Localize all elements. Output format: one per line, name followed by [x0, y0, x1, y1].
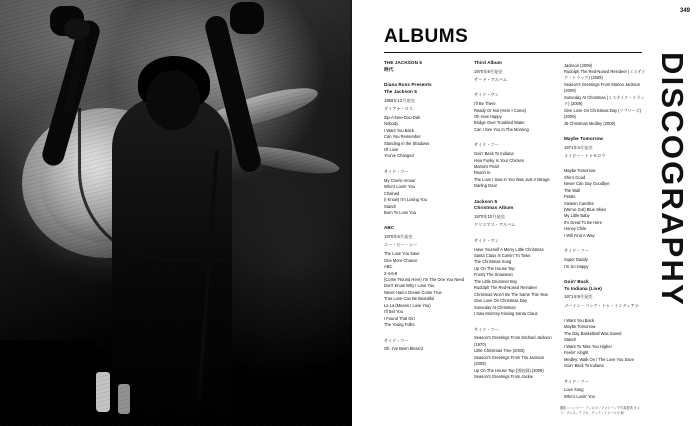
track-item: I Saw Mommy Kissing Santa Claus [474, 311, 538, 317]
track-item: I Want To Take You Higher [564, 343, 612, 349]
track-item: Zip-A-Dee-Doo-Dah [384, 114, 421, 120]
track-item: Goin' Back To Indiana [564, 363, 604, 369]
track-item: I Want You Back [384, 127, 414, 133]
album-release-info: ダイアナ・ロス [384, 105, 414, 111]
track-item: Darling Dear [474, 183, 497, 189]
album-title: Maybe Tomorrow [564, 136, 604, 142]
album-entry [384, 338, 466, 353]
track-item: I'm So Happy [564, 263, 589, 269]
track-item: Oh, I've Been Bless'd [384, 346, 423, 352]
track-item: Up On The House Top [474, 265, 515, 271]
track-item: I Found That Girl [384, 315, 415, 321]
track-item: Can I See You In The Morning [474, 126, 529, 132]
track-list [474, 247, 556, 318]
album-release-info: サイド・ワン [474, 237, 499, 243]
album-release-info: メイビー・トゥモロウ [564, 152, 606, 158]
track-item: I Want You Back [564, 317, 594, 323]
album-entry [474, 92, 556, 133]
title-rule [384, 52, 642, 53]
track-item: 2-4-6-8 [384, 270, 398, 276]
album-entry [564, 379, 646, 401]
track-item: I'll Bet You [384, 309, 403, 315]
track-item: Born To Love You [384, 209, 417, 215]
album-title: Diana Ross Presents [384, 82, 432, 88]
track-item: Reach In [474, 170, 491, 176]
album-column [474, 60, 556, 408]
album-title: Jackson 5 [474, 198, 498, 204]
album-release-info: 1969年12月発売 [384, 97, 415, 103]
album-entry [474, 142, 556, 190]
album-title-secondary: The Jackson 5 [384, 88, 417, 94]
track-item: Have Yourself A Merry Little Christmas [474, 246, 544, 252]
track-item: The Little Drummer Boy [474, 278, 518, 284]
track-item: Stand! [384, 203, 396, 209]
track-item: Frosty The Snowman [474, 272, 513, 278]
track-item: The Christmas Song [474, 259, 512, 265]
track-list [474, 335, 556, 380]
track-item: I'll Be There [474, 101, 496, 107]
track-item: (We've Got) Blue Skies [564, 207, 607, 212]
album-title-secondary: To Indiana (Live) [564, 285, 602, 291]
track-item: You've Changed [384, 153, 414, 159]
track-item: The Day Basketball Was Saved [564, 330, 622, 336]
track-item: Rudolph The Red-Nosed Reindeer (ミステイク・トラック) (2009) [564, 68, 646, 81]
album-release-info: サイド・ツー [564, 248, 589, 254]
track-item: How Funky Is Your Chicken [474, 157, 525, 163]
track-item: Never Had A Dream Come True [384, 289, 442, 295]
track-item: The Wall [564, 187, 580, 193]
track-item: The Love I Saw in You Was Just A Mirage [474, 176, 550, 182]
album-columns [384, 60, 646, 408]
photo-credit: 撮影＝ヘンリー・ディルツ／フォトバンク写真提供 カメラ・プレス／アフロ、ゲッティイメージズ 他 [560, 406, 641, 416]
track-item: Maybe Tomorrow [564, 324, 596, 330]
track-item: Feelin' Alright [564, 350, 589, 356]
track-item: Maybe Tomorrow [564, 168, 596, 174]
track-item: I Will Find A Way [564, 232, 595, 238]
track-item: La La (Means I Love You) [384, 302, 431, 308]
track-item: Jackson (2009) [564, 62, 592, 68]
track-item: Standing in the Shadows [384, 140, 430, 146]
track-list [384, 115, 466, 160]
album-entry [474, 327, 556, 381]
track-item: (I Know) I'm Losing You [384, 197, 427, 203]
track-item: She's Good [564, 174, 586, 180]
album-release-info: サイド・ワン [474, 92, 499, 98]
track-item: Sixteen Candles [564, 200, 594, 206]
track-item: Someday At Christmas [474, 304, 516, 310]
track-item: Season's Greetings From Michael Jackson (1970) [474, 335, 552, 347]
track-list [564, 168, 646, 239]
track-item: Super Daddy [564, 257, 588, 263]
album-title-secondary: 時代 [384, 66, 394, 72]
track-item: Bridge Over Troubled Water [474, 120, 525, 126]
track-item: The Young Folks [384, 322, 415, 328]
track-list [474, 151, 556, 190]
track-item: Who's Lovin' You [384, 184, 415, 190]
album-release-info: 1971年4月発売 [564, 144, 593, 150]
track-list [564, 318, 646, 370]
track-item: It's Great To Be Here [564, 219, 603, 225]
album-entry [474, 199, 556, 229]
track-item: My Little Baby [564, 213, 590, 219]
album-entry [564, 279, 646, 309]
track-item: Rudolph The Red-Nosed Reindeer [474, 285, 537, 291]
track-item: Christmas Won't Be The Same This Year [474, 291, 549, 297]
track-item: Nobody [384, 121, 399, 127]
album-release-info: 1970年10月発売 [474, 214, 505, 220]
track-item: Never Can Say Goodbye [564, 181, 610, 187]
album-title: THE JACKSON 5 [384, 60, 423, 65]
track-item: Season's Greetings From Marlon Jackson (2009) [564, 81, 641, 94]
track-item: Ready Or Not (Here I Come) [474, 107, 527, 113]
track-item: Season's Greetings From Jackie [474, 374, 534, 380]
track-item: My Cherie Amour [384, 177, 416, 183]
album-entry [564, 168, 646, 239]
track-item: J5 Christmas Medley (2009) [564, 120, 616, 126]
track-item: One More Chance [384, 257, 418, 263]
album-entry [384, 225, 466, 328]
album-release-info: クリスマス・アルバム [474, 222, 516, 228]
album-entry [474, 238, 556, 318]
track-item: True Love Can Be Beautiful [384, 296, 435, 302]
album-title: Goin' Back [564, 278, 589, 284]
track-item: The Love You Save [384, 251, 420, 257]
album-entry [564, 248, 646, 270]
album-release-info: エー・ビー・シー [384, 242, 418, 248]
page-number: 349 [679, 8, 690, 14]
album-entry [384, 169, 466, 217]
track-item: Don't Know Why I Love You [384, 283, 435, 289]
album-title: Third Album [474, 60, 502, 65]
album-release-info: サード・アルバム [474, 76, 508, 82]
track-item: Give Love On Christmas Day [474, 298, 528, 304]
album-entry [474, 60, 556, 83]
track-item: Medley: Walk On / The Love You Save [564, 356, 634, 362]
album-entry [564, 136, 646, 159]
album-release-info: サイド・ツー [384, 337, 409, 343]
album-release-info: 1970年9月発売 [474, 68, 503, 74]
track-item: Give Love On Christmas Day (リプリーズ) (2009) [564, 107, 641, 120]
album-column [384, 60, 466, 408]
album-release-info: 1971年9月発売 [564, 294, 593, 300]
track-list [564, 63, 646, 128]
album-entry [564, 318, 646, 370]
track-item: Santa Claus Is Comin' To Town [474, 252, 531, 258]
track-item: Season's Greetings From Tito Jackson (2009) [474, 354, 545, 367]
vertical-section-title-text: DISCOGRAPHY [655, 52, 690, 308]
track-item: Who's Lovin' You [564, 393, 595, 399]
track-list [384, 251, 466, 328]
album-release-info: 1970年5月発売 [384, 234, 413, 240]
track-item: Mama's Pearl [474, 164, 499, 170]
track-item: Of Love [384, 146, 399, 152]
track-item: Honey Chile [564, 226, 587, 232]
album-release-info: サイド・ツー [564, 378, 589, 384]
track-item: Up On The House Top (別収録) (2009) [474, 367, 544, 373]
track-item: Love Song [564, 387, 584, 393]
track-item: Petals [564, 194, 576, 200]
track-list [384, 178, 466, 217]
track-item: Oh How Happy [474, 113, 502, 119]
album-release-info: サイド・ツー [384, 168, 409, 174]
album-entry [384, 60, 466, 73]
album-entry [384, 82, 466, 160]
track-item: Little Christmas Tree (2003) [474, 348, 525, 354]
track-item: Chained [384, 190, 400, 196]
album-release-info: ゴーイン・バック・トゥ・インディアナ [564, 302, 639, 308]
track-list [564, 257, 646, 270]
discography-page [352, 0, 700, 426]
album-release-info: サイド・ツー [474, 142, 499, 148]
track-item: Goin' Back To Indiana [474, 151, 514, 157]
track-item: (Come 'Round Here) I'm The One You Need [384, 276, 464, 282]
track-item: Someday At Christmas (ミステイク・トラック) (2009) [564, 94, 645, 107]
track-list [564, 387, 646, 400]
album-title-secondary: Christmas Album [474, 205, 514, 211]
track-item: Can You Remember [384, 134, 421, 140]
vertical-section-title [652, 46, 698, 376]
album-release-info: サイド・ツー [474, 326, 499, 332]
album-entry [564, 63, 646, 128]
track-item: Stand! [564, 337, 576, 343]
track-list [474, 101, 556, 133]
album-column [564, 60, 646, 408]
track-list [384, 346, 466, 352]
album-title: ABC [384, 225, 395, 231]
track-item: ABC [384, 264, 393, 270]
page-title: ALBUMS [384, 26, 469, 47]
